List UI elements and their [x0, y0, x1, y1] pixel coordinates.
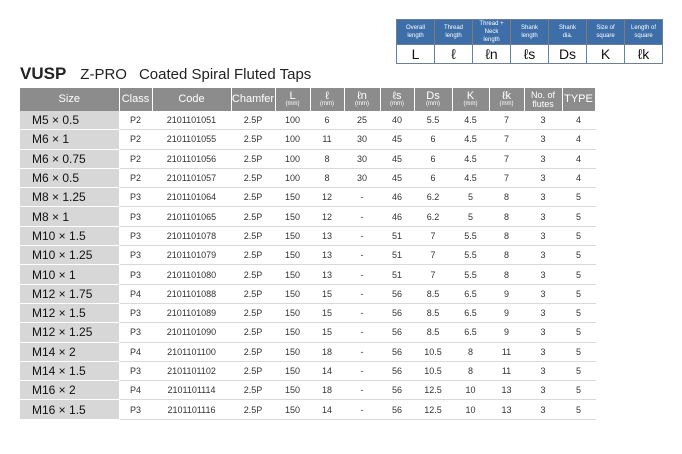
cell-lk: 7 [489, 130, 524, 149]
cell-size: M14 × 2 [20, 342, 119, 361]
cell-chamfer: 2.5P [231, 323, 275, 342]
cell-ls: 56 [380, 381, 414, 400]
cell-ln: 25 [344, 111, 380, 130]
cell-thread-l: 18 [310, 342, 344, 361]
cell-code: 2101101102 [152, 361, 231, 380]
cell-flutes: 3 [524, 188, 562, 207]
cell-class: P3 [119, 246, 152, 265]
cell-ds: 8.5 [414, 303, 452, 322]
cell-ln: - [344, 361, 380, 380]
cell-ln: - [344, 342, 380, 361]
cell-ds: 7 [414, 226, 452, 245]
cell-ds: 10.5 [414, 361, 452, 380]
cell-type: 5 [562, 342, 595, 361]
column-header-type [562, 88, 595, 111]
cell-ls: 56 [380, 284, 414, 303]
cell-code: 2101101088 [152, 284, 231, 303]
cell-chamfer: 2.5P [231, 265, 275, 284]
cell-ln: - [344, 323, 380, 342]
cell-ds: 8.5 [414, 323, 452, 342]
cell-size: M6 × 0.75 [20, 149, 119, 168]
table-row [20, 400, 595, 419]
cell-thread-l: 13 [310, 265, 344, 284]
cell-chamfer: 2.5P [231, 207, 275, 226]
table-row [20, 361, 595, 380]
cell-size: M8 × 1.25 [20, 188, 119, 207]
cell-type: 4 [562, 168, 595, 187]
cell-size: M10 × 1.25 [20, 246, 119, 265]
cell-lk: 8 [489, 246, 524, 265]
cell-lk: 9 [489, 284, 524, 303]
cell-ls: 46 [380, 188, 414, 207]
cell-thread-l: 18 [310, 381, 344, 400]
cell-lk: 8 [489, 265, 524, 284]
table-row [20, 188, 595, 207]
cell-chamfer: 2.5P [231, 149, 275, 168]
cell-ln: - [344, 246, 380, 265]
cell-l: 150 [275, 207, 310, 226]
table-row [20, 246, 595, 265]
column-label: ℓk [501, 89, 512, 102]
table-row [20, 168, 595, 187]
cell-class: P3 [119, 226, 152, 245]
cell-thread-l: 15 [310, 303, 344, 322]
cell-size: M12 × 1.75 [20, 284, 119, 303]
cell-flutes: 3 [524, 342, 562, 361]
column-label: TYPE [564, 93, 593, 105]
legend-symbol: Ds [549, 45, 587, 64]
cell-class: P3 [119, 207, 152, 226]
cell-k: 6.5 [452, 303, 489, 322]
cell-class: P3 [119, 361, 152, 380]
cell-code: 2101101078 [152, 226, 231, 245]
cell-lk: 11 [489, 361, 524, 380]
cell-lk: 7 [489, 168, 524, 187]
cell-thread-l: 8 [310, 168, 344, 187]
cell-class: P4 [119, 342, 152, 361]
column-header-code [152, 88, 231, 111]
cell-ds: 8.5 [414, 284, 452, 303]
legend-overall-length: Overall length [397, 20, 435, 45]
cell-code: 2101101079 [152, 246, 231, 265]
column-label: Chamfer [231, 93, 275, 105]
cell-thread-l: 14 [310, 400, 344, 419]
cell-ds: 7 [414, 265, 452, 284]
cell-class: P4 [119, 284, 152, 303]
cell-chamfer: 2.5P [231, 361, 275, 380]
table-row [20, 381, 595, 400]
cell-thread-l: 12 [310, 207, 344, 226]
cell-chamfer: 2.5P [231, 246, 275, 265]
table-row [20, 207, 595, 226]
cell-k: 5.5 [452, 246, 489, 265]
cell-thread-l: 8 [310, 149, 344, 168]
cell-ls: 46 [380, 207, 414, 226]
cell-flutes: 3 [524, 400, 562, 419]
column-unit: (mm) [285, 100, 300, 107]
table-row [20, 130, 595, 149]
cell-thread-l: 13 [310, 226, 344, 245]
cell-code: 2101101064 [152, 188, 231, 207]
cell-lk: 13 [489, 400, 524, 419]
column-label: K [466, 89, 475, 102]
column-unit: (mm) [426, 100, 440, 107]
cell-type: 5 [562, 207, 595, 226]
cell-class: P4 [119, 381, 152, 400]
column-unit: (mm) [499, 100, 514, 107]
cell-code: 2101101065 [152, 207, 231, 226]
legend-symbol: ℓs [511, 45, 549, 64]
column-header-size [20, 88, 119, 111]
cell-class: P2 [119, 149, 152, 168]
cell-chamfer: 2.5P [231, 188, 275, 207]
cell-k: 10 [452, 400, 489, 419]
cell-k: 5 [452, 188, 489, 207]
cell-thread-l: 14 [310, 361, 344, 380]
cell-lk: 7 [489, 111, 524, 130]
cell-type: 5 [562, 226, 595, 245]
cell-l: 100 [275, 168, 310, 187]
cell-size: M16 × 1.5 [20, 400, 119, 419]
cell-size: M12 × 1.25 [20, 323, 119, 342]
cell-l: 100 [275, 149, 310, 168]
cell-code: 2101101114 [152, 381, 231, 400]
column-label: ℓn [357, 89, 367, 102]
legend-symbol: ℓ [435, 45, 473, 64]
column-unit: (mm) [320, 100, 334, 107]
cell-ls: 56 [380, 323, 414, 342]
cell-flutes: 3 [524, 303, 562, 322]
table-row [20, 284, 595, 303]
cell-l: 100 [275, 111, 310, 130]
cell-type: 4 [562, 130, 595, 149]
cell-chamfer: 2.5P [231, 130, 275, 149]
cell-ds: 6.2 [414, 207, 452, 226]
column-header-thread-l [310, 88, 344, 111]
cell-thread-l: 6 [310, 111, 344, 130]
cell-ls: 51 [380, 265, 414, 284]
cell-class: P3 [119, 265, 152, 284]
cell-type: 5 [562, 400, 595, 419]
cell-l: 150 [275, 226, 310, 245]
cell-k: 4.5 [452, 149, 489, 168]
cell-ln: - [344, 226, 380, 245]
column-label: ℓ [325, 89, 329, 102]
cell-chamfer: 2.5P [231, 168, 275, 187]
cell-ds: 6 [414, 149, 452, 168]
cell-l: 150 [275, 303, 310, 322]
cell-class: P3 [119, 188, 152, 207]
cell-ls: 45 [380, 130, 414, 149]
cell-l: 150 [275, 381, 310, 400]
cell-l: 150 [275, 342, 310, 361]
cell-chamfer: 2.5P [231, 381, 275, 400]
column-header-ln [344, 88, 380, 111]
cell-size: M16 × 2 [20, 381, 119, 400]
cell-type: 5 [562, 188, 595, 207]
cell-thread-l: 15 [310, 323, 344, 342]
cell-l: 150 [275, 400, 310, 419]
cell-ln: - [344, 303, 380, 322]
cell-lk: 8 [489, 188, 524, 207]
cell-lk: 9 [489, 303, 524, 322]
cell-ln: - [344, 265, 380, 284]
legend-size-of-square: Size of square [587, 20, 625, 45]
cell-type: 5 [562, 361, 595, 380]
cell-ls: 51 [380, 226, 414, 245]
cell-size: M10 × 1 [20, 265, 119, 284]
symbol-legend [396, 19, 663, 64]
cell-ln: - [344, 284, 380, 303]
cell-class: P2 [119, 111, 152, 130]
cell-ls: 40 [380, 111, 414, 130]
cell-chamfer: 2.5P [231, 226, 275, 245]
cell-size: M6 × 1 [20, 130, 119, 149]
cell-thread-l: 12 [310, 188, 344, 207]
cell-ls: 56 [380, 342, 414, 361]
cell-chamfer: 2.5P [231, 303, 275, 322]
cell-code: 2101101116 [152, 400, 231, 419]
legend-symbol: ℓk [625, 45, 663, 64]
cell-flutes: 3 [524, 265, 562, 284]
cell-k: 8 [452, 361, 489, 380]
column-header-lk [489, 88, 524, 111]
cell-ln: - [344, 381, 380, 400]
cell-l: 150 [275, 246, 310, 265]
column-header-k [452, 88, 489, 111]
legend-symbol-row [397, 45, 663, 64]
cell-ds: 6 [414, 168, 452, 187]
cell-l: 150 [275, 284, 310, 303]
cell-flutes: 3 [524, 381, 562, 400]
product-code: VUSP [20, 64, 67, 83]
cell-flutes: 3 [524, 361, 562, 380]
cell-type: 5 [562, 303, 595, 322]
cell-class: P2 [119, 130, 152, 149]
cell-ds: 5.5 [414, 111, 452, 130]
column-label: ℓs [392, 89, 402, 102]
column-header-flutes [524, 88, 562, 111]
cell-thread-l: 15 [310, 284, 344, 303]
column-label: Code [178, 93, 205, 105]
table-header-row [20, 88, 595, 111]
column-label: Size [58, 93, 80, 105]
cell-flutes: 3 [524, 207, 562, 226]
cell-ln: 30 [344, 130, 380, 149]
cell-class: P3 [119, 323, 152, 342]
cell-ds: 6 [414, 130, 452, 149]
legend-length-of-square: Length of square [625, 20, 663, 45]
cell-lk: 11 [489, 342, 524, 361]
cell-size: M10 × 1.5 [20, 226, 119, 245]
column-header-ds [414, 88, 452, 111]
legend-header-row [397, 20, 663, 45]
cell-size: M8 × 1 [20, 207, 119, 226]
cell-chamfer: 2.5P [231, 342, 275, 361]
table-row [20, 323, 595, 342]
cell-type: 5 [562, 381, 595, 400]
cell-ds: 12.5 [414, 381, 452, 400]
column-unit: flutes [532, 98, 554, 109]
cell-k: 6.5 [452, 284, 489, 303]
cell-flutes: 3 [524, 284, 562, 303]
cell-ln: 30 [344, 168, 380, 187]
cell-flutes: 3 [524, 246, 562, 265]
cell-ls: 56 [380, 303, 414, 322]
cell-k: 4.5 [452, 130, 489, 149]
cell-code: 2101101057 [152, 168, 231, 187]
cell-size: M6 × 0.5 [20, 168, 119, 187]
cell-ds: 7 [414, 246, 452, 265]
cell-code: 2101101056 [152, 149, 231, 168]
legend-shank-length: Shank length [511, 20, 549, 45]
cell-flutes: 3 [524, 149, 562, 168]
cell-ds: 6.2 [414, 188, 452, 207]
cell-type: 4 [562, 111, 595, 130]
column-header-class [119, 88, 152, 111]
cell-ls: 56 [380, 361, 414, 380]
cell-l: 150 [275, 265, 310, 284]
cell-k: 4.5 [452, 111, 489, 130]
cell-ls: 51 [380, 246, 414, 265]
cell-type: 4 [562, 149, 595, 168]
cell-lk: 8 [489, 207, 524, 226]
cell-ds: 10.5 [414, 342, 452, 361]
cell-class: P3 [119, 303, 152, 322]
cell-type: 5 [562, 284, 595, 303]
cell-type: 5 [562, 323, 595, 342]
cell-chamfer: 2.5P [231, 284, 275, 303]
cell-k: 8 [452, 342, 489, 361]
cell-size: M14 × 1.5 [20, 361, 119, 380]
cell-flutes: 3 [524, 168, 562, 187]
cell-code: 2101101080 [152, 265, 231, 284]
column-unit: (mm) [463, 100, 478, 107]
cell-type: 5 [562, 265, 595, 284]
column-unit: (mm) [355, 100, 369, 107]
cell-class: P3 [119, 400, 152, 419]
column-label: Class [121, 93, 150, 105]
cell-k: 5.5 [452, 226, 489, 245]
cell-code: 2101101089 [152, 303, 231, 322]
legend-shank-dia: Shank dia. [549, 20, 587, 45]
column-header-l [275, 88, 310, 111]
column-label: Ds [426, 89, 440, 102]
table-row [20, 265, 595, 284]
cell-lk: 13 [489, 381, 524, 400]
cell-flutes: 3 [524, 226, 562, 245]
product-description: Coated Spiral Fluted Taps [138, 66, 312, 83]
cell-k: 4.5 [452, 168, 489, 187]
cell-ls: 45 [380, 168, 414, 187]
cell-size: M12 × 1.5 [20, 303, 119, 322]
table-row [20, 342, 595, 361]
cell-thread-l: 11 [310, 130, 344, 149]
cell-code: 2101101051 [152, 111, 231, 130]
cell-class: P2 [119, 168, 152, 187]
product-title [20, 64, 311, 84]
cell-chamfer: 2.5P [231, 400, 275, 419]
table-row [20, 149, 595, 168]
table-row [20, 303, 595, 322]
cell-l: 100 [275, 130, 310, 149]
cell-k: 5.5 [452, 265, 489, 284]
table-row [20, 226, 595, 245]
spec-table [20, 88, 596, 420]
cell-chamfer: 2.5P [231, 111, 275, 130]
cell-k: 6.5 [452, 323, 489, 342]
cell-flutes: 3 [524, 130, 562, 149]
cell-k: 5 [452, 207, 489, 226]
cell-flutes: 3 [524, 111, 562, 130]
cell-lk: 7 [489, 149, 524, 168]
cell-ls: 45 [380, 149, 414, 168]
column-header-ls [380, 88, 414, 111]
cell-l: 150 [275, 361, 310, 380]
column-label: L [289, 89, 296, 102]
cell-ln: - [344, 188, 380, 207]
cell-lk: 8 [489, 226, 524, 245]
cell-thread-l: 13 [310, 246, 344, 265]
cell-l: 150 [275, 188, 310, 207]
column-unit: (mm) [390, 100, 404, 107]
column-label: No. of [530, 89, 555, 100]
legend-symbol: ℓn [473, 45, 511, 64]
column-header-chamfer [231, 88, 275, 111]
cell-ln: - [344, 207, 380, 226]
cell-code: 2101101055 [152, 130, 231, 149]
cell-k: 10 [452, 381, 489, 400]
cell-code: 2101101090 [152, 323, 231, 342]
legend-thread-length: Thread length [435, 20, 473, 45]
cell-lk: 9 [489, 323, 524, 342]
cell-ln: - [344, 400, 380, 419]
cell-ds: 12.5 [414, 400, 452, 419]
cell-ls: 56 [380, 400, 414, 419]
legend-symbol: K [587, 45, 625, 64]
cell-size: M5 × 0.5 [20, 111, 119, 130]
cell-flutes: 3 [524, 323, 562, 342]
cell-type: 5 [562, 246, 595, 265]
cell-code: 2101101100 [152, 342, 231, 361]
cell-l: 150 [275, 323, 310, 342]
product-brand: Z-PRO [80, 66, 127, 83]
legend-symbol: L [397, 45, 435, 64]
legend-thread-neck-length: Thread + Neck length [473, 20, 511, 45]
table-row [20, 111, 595, 130]
cell-ln: 30 [344, 149, 380, 168]
